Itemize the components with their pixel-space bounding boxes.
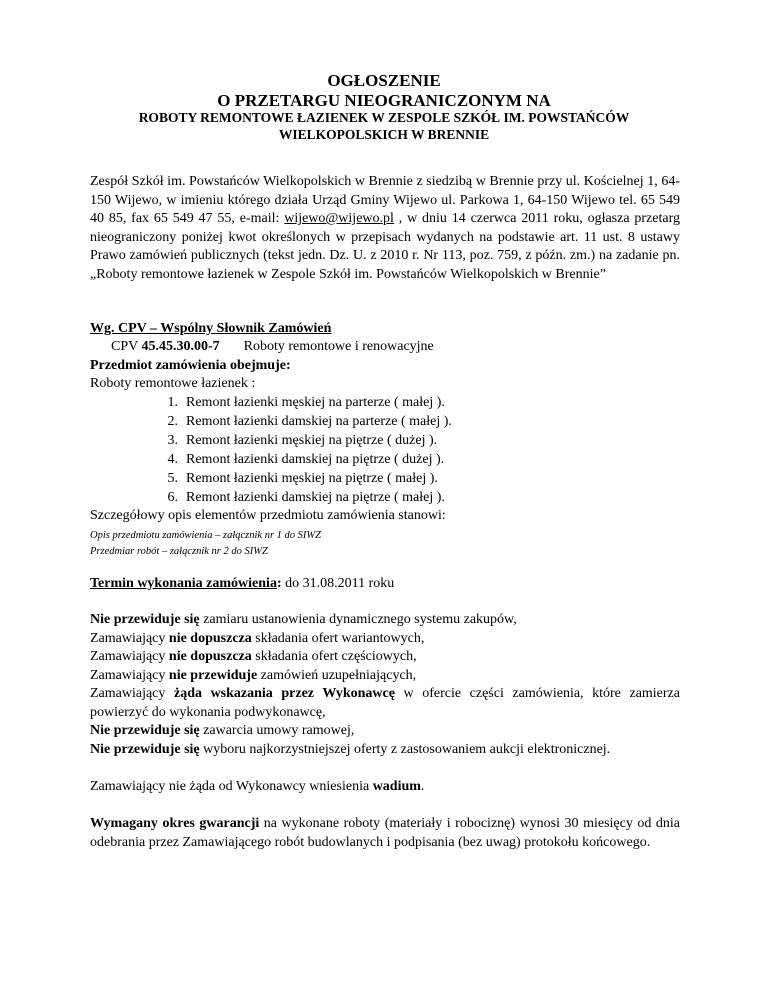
subtitle-line2: WIELKOPOLSKICH W BRENNIE	[278, 126, 490, 142]
condition-text: Zamawiający	[90, 649, 169, 664]
condition-bold: nie dopuszcza	[168, 631, 252, 646]
cpv-code: 45.45.30.00-7	[141, 339, 220, 354]
document-subtitle	[80, 110, 688, 143]
list-item-number: 1.	[167, 395, 178, 410]
subject-intro: Roboty remontowe łazienek :	[90, 376, 256, 391]
subject-heading: Przedmiot zamówienia obejmuje:	[90, 358, 291, 373]
list-item	[156, 450, 452, 469]
warranty-text: na wykonane roboty (materiały i robociznę) wynosi 30 miesięcy od dnia odebrania przez Zamawiającego robót budowlanych i podpisania (bez uwag) protokołu końcowego.	[90, 816, 680, 850]
deposit-line	[90, 778, 424, 797]
warranty-paragraph	[90, 815, 680, 852]
list-item-text: Remont łazienki damskiej na piętrze ( dużej ).	[186, 452, 445, 467]
list-item-text: Remont łazienki męskiej na parterze ( małej ).	[186, 395, 445, 410]
list-item-number: 3.	[167, 433, 178, 448]
condition-text: składania ofert wariantowych,	[251, 631, 425, 646]
deposit-text: Zamawiający nie żąda od Wykonawcy wniesienia	[90, 779, 373, 794]
condition-bold: Nie przewiduje się	[90, 742, 200, 757]
deadline-label: Termin wykonania zamówienia	[90, 576, 277, 591]
condition-variant-offers	[90, 630, 424, 649]
condition-subcontractor	[90, 685, 680, 722]
list-item	[156, 393, 452, 412]
list-item	[156, 469, 452, 488]
condition-text: zamiaru ustanowienia dynamicznego systemu zakupów,	[199, 612, 517, 627]
condition-bold: nie dopuszcza	[168, 649, 252, 664]
intro-paragraph	[90, 173, 680, 284]
condition-supplementary-orders	[90, 667, 416, 686]
subtitle-line1: ROBOTY REMONTOWE ŁAZIENEK W ZESPOLE SZKÓŁ IM. POWSTAŃCÓW	[138, 110, 630, 125]
deposit-end: .	[420, 779, 425, 794]
condition-partial-offers	[90, 648, 417, 667]
attachment-1: Opis przedmiotu zamówienia – załącznik nr 1 do SIWZ	[90, 530, 321, 541]
condition-framework-agreement	[90, 722, 354, 741]
list-item-number: 5.	[167, 471, 178, 486]
deposit-bold: wadium	[372, 779, 421, 794]
condition-text: Zamawiający	[90, 686, 174, 701]
condition-text: Zamawiający	[90, 668, 169, 683]
condition-text: składania ofert częściowych,	[251, 649, 417, 664]
condition-electronic-auction	[90, 741, 610, 760]
list-item-number: 2.	[167, 414, 178, 429]
document-title-line2: O PRZETARGU NIEOGRANICZONYM NA	[217, 91, 551, 110]
attachment-2: Przedmiar robót – załącznik nr 2 do SIWZ	[90, 546, 268, 557]
cpv-line	[111, 338, 434, 357]
condition-text: zawarcia umowy ramowej,	[199, 723, 355, 738]
cpv-heading: Wg. CPV – Wspólny Słownik Zamówień	[90, 321, 332, 336]
list-item	[156, 431, 452, 450]
list-item-text: Remont łazienki męskiej na piętrze ( małej ).	[186, 471, 438, 486]
document-title-line1: OGŁOSZENIE	[327, 71, 441, 90]
list-item-number: 6.	[167, 490, 178, 505]
list-item	[156, 412, 452, 431]
condition-bold: Nie przewiduje się	[90, 723, 200, 738]
intro-text-after-email: , w dniu 14 czerwca 2011 roku, ogłasza przetarg nieograniczony poniżej kwot określonych w przepisach wydanych na podstawie art. 11 ust. 8 ustawy Prawo zamówień publicznych (tekst jedn. Dz. U. z 2010 r. Nr 113, poz. 759, z późn. zm.) na zadanie pn. „Roboty remontowe łazienek w Zespole Szkół im. Powstańców Wielkopolskich w Brennie”	[90, 211, 680, 282]
intro-text-before-email: Zespół Szkół im. Powstańców Wielkopolskich w Brennie z siedzibą w Brennie przy ul. Kościelnej 1, 64-150 Wijewo, w imieniu którego działa Urząd Gminy Wijewo ul. Parkowa 1, 64-150 Wijewo tel. 65 549 40 85, fax 65 549 47 55, e-mail:	[90, 174, 680, 226]
works-list	[156, 393, 452, 507]
condition-bold: Nie przewiduje się	[90, 612, 200, 627]
deadline-colon: :	[276, 576, 282, 591]
subject-details: Szczegółowy opis elementów przedmiotu zamówienia stanowi:	[90, 508, 446, 523]
list-item-text: Remont łazienki męskiej na piętrze ( dużej ).	[186, 433, 438, 448]
list-item-number: 4.	[167, 452, 178, 467]
condition-dynamic-system	[90, 611, 517, 630]
deadline-line	[90, 575, 394, 594]
warranty-bold: Wymagany okres gwarancji	[90, 816, 260, 831]
condition-text: zamówień uzupełniających,	[257, 668, 417, 683]
condition-text: Zamawiający	[90, 631, 169, 646]
condition-bold: nie przewiduje	[168, 668, 258, 683]
email-link[interactable]: wijewo@wijewo.pl	[284, 211, 394, 226]
condition-text: wyboru najkorzystniejszej oferty z zastosowaniem aukcji elektronicznej.	[199, 742, 611, 757]
condition-bold: żąda wskazania przez Wykonawcę	[173, 686, 395, 701]
list-item	[156, 488, 452, 507]
condition-text: w ofercie części zamówienia, które zamierza powierzyć do wykonania podwykonawcę,	[90, 686, 680, 720]
deadline-value: do 31.08.2011 roku	[281, 576, 395, 591]
cpv-description: Roboty remontowe i renowacyjne	[243, 339, 434, 354]
list-item-text: Remont łazienki damskiej na parterze ( małej ).	[186, 414, 452, 429]
list-item-text: Remont łazienki damskiej na piętrze ( małej ).	[186, 490, 445, 505]
cpv-prefix: CPV	[111, 339, 142, 354]
